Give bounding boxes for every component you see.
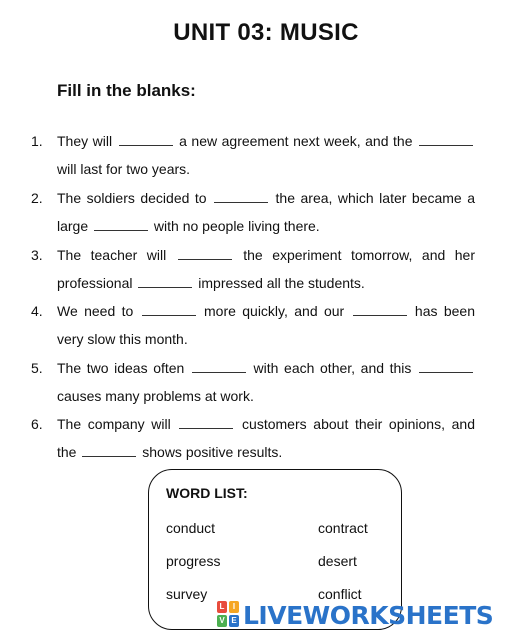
word-list-item: desert xyxy=(318,553,357,569)
question-number: 3. xyxy=(31,247,43,263)
blank-input[interactable] xyxy=(138,275,192,288)
live-badge-icon: L I V E xyxy=(217,601,241,629)
blank-input[interactable] xyxy=(94,218,148,231)
question-text: The soldiers decided to the area, which later became a large with no people living there. xyxy=(57,190,475,234)
question-item xyxy=(0,127,475,184)
question-text: They will a new agreement next week, and the will last for two years. xyxy=(57,127,475,183)
word-list-item: progress xyxy=(166,553,221,569)
word-list-item: conduct xyxy=(166,520,216,536)
blank-input[interactable] xyxy=(178,247,232,260)
word-list-title: WORD LIST: xyxy=(166,485,248,501)
instructions-heading: Fill in the blanks: xyxy=(57,81,196,100)
blank-input[interactable] xyxy=(142,303,196,316)
blank-input[interactable] xyxy=(353,303,407,316)
question-number: 1. xyxy=(31,133,43,149)
blank-input[interactable] xyxy=(82,444,136,457)
question-item xyxy=(0,241,475,297)
question-text: We need to more quickly, and our has been very slow this month. xyxy=(57,303,475,347)
blank-input[interactable] xyxy=(419,133,473,146)
question-number: 5. xyxy=(31,360,43,376)
logo-text: LIVEWORKSHEETS xyxy=(243,600,494,630)
question-text: The two ideas often with each other, and this causes many problems at work. xyxy=(57,354,475,410)
blank-input[interactable] xyxy=(192,360,246,373)
question-item xyxy=(0,297,475,354)
question-text: The teacher will the experiment tomorrow, and her professional impressed all the students. xyxy=(57,247,475,291)
word-list-item: contract xyxy=(318,520,368,536)
blank-input[interactable] xyxy=(119,133,173,146)
question-number: 2. xyxy=(31,190,43,206)
page-title: UNIT 03: MUSIC xyxy=(173,19,359,46)
question-number: 4. xyxy=(31,303,43,319)
question-text: The company will customers about their opinions, and the shows positive results. xyxy=(57,416,475,460)
word-list-item: conflict xyxy=(318,586,362,602)
blank-input[interactable] xyxy=(214,190,268,203)
question-number: 6. xyxy=(31,416,43,432)
word-list-item: survey xyxy=(166,586,208,602)
liveworksheets-logo xyxy=(217,600,493,630)
question-item xyxy=(0,354,475,410)
blank-input[interactable] xyxy=(179,416,233,429)
blank-input[interactable] xyxy=(419,360,473,373)
question-item xyxy=(0,410,475,467)
question-item xyxy=(0,184,475,241)
question-list xyxy=(0,127,475,467)
